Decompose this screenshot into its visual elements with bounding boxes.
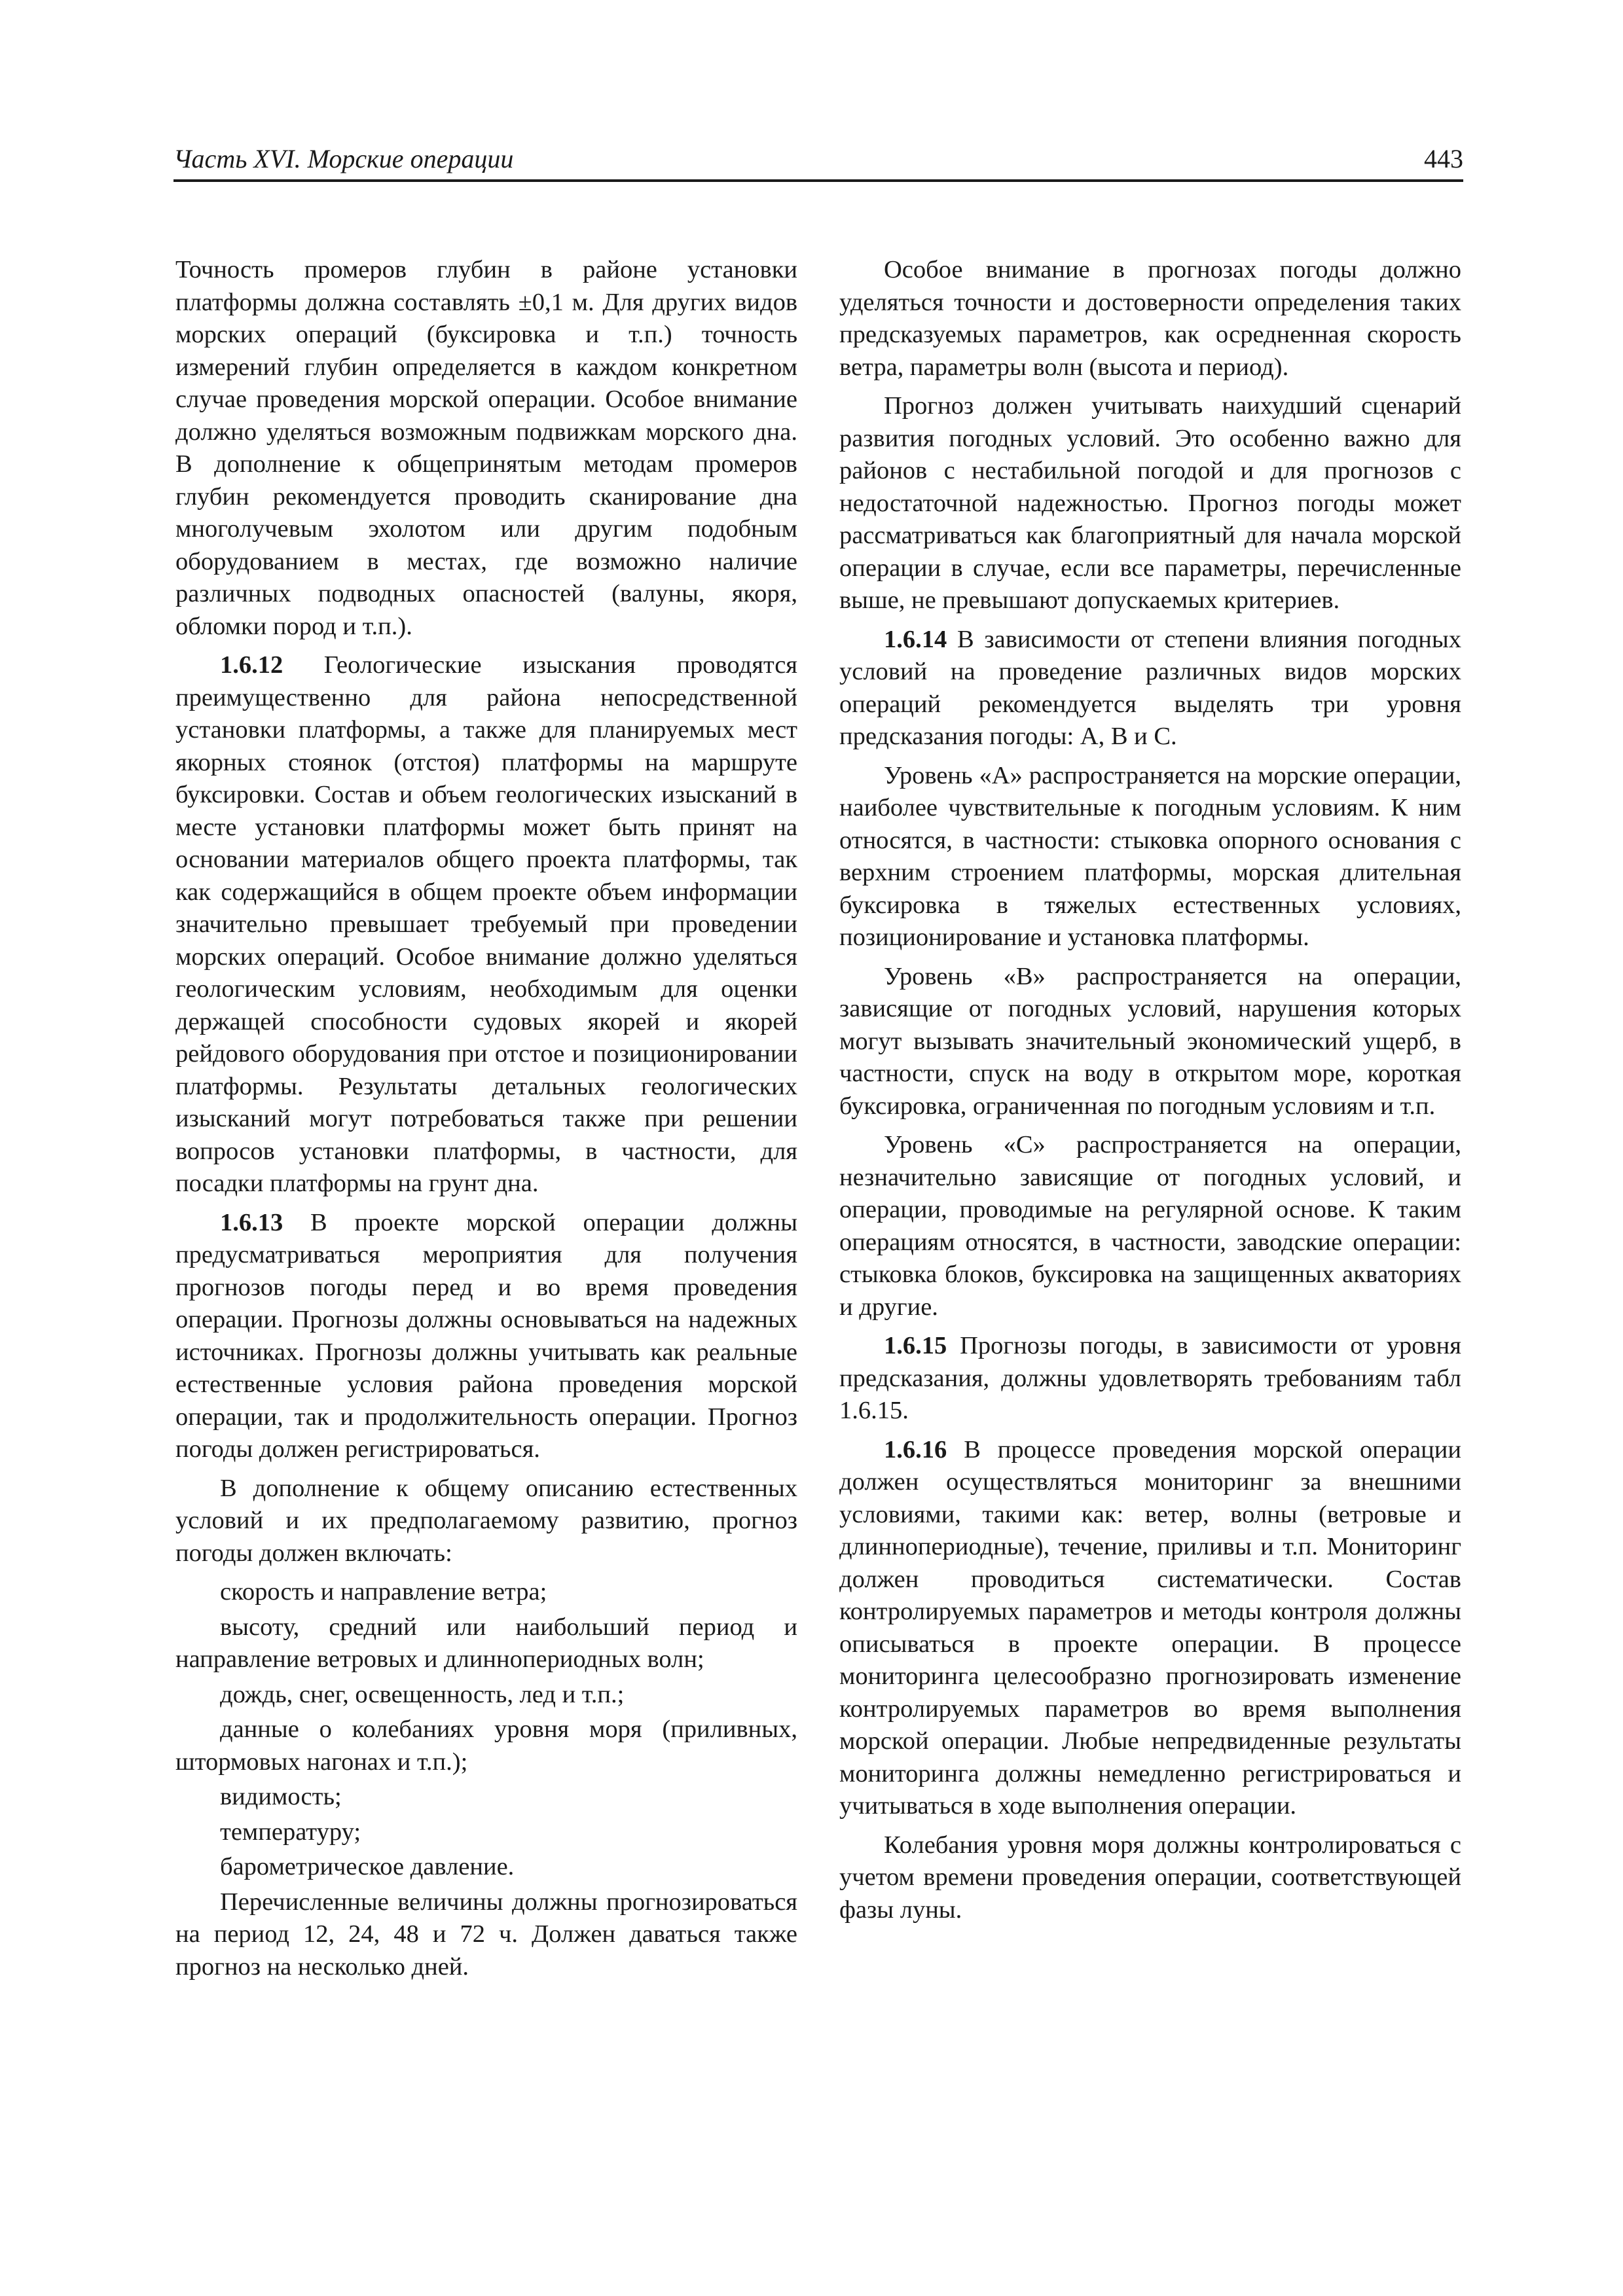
paragraph-text: В процессе проведения морской операции должен осуществляться мониторинг за внешними условиями, такими как: ветер, волны (ветровые и длиннопериодные), течение, приливы и т.п. Мониторинг должен проводиться систематически. Состав контролируемых параметров и методы контроля должны описываться в проекте операции. В процессе мониторинга целесообразно прогнозировать изменение контролируемых параметров во время выполнения морской операции. Любые непредвиденные результаты мониторинга должны немедленно регистрироваться и учитываться в ходе выполнения операции. — [839, 1435, 1461, 1820]
section-number: 1.6.16 — [884, 1435, 947, 1463]
section-1-6-15 — [839, 1330, 1461, 1427]
paragraph-text: Геологические изыскания проводятся преимущественно для района непосредственной установки платформы, а также для планируемых мест якорных стоянок (отстоя) платформы на маршруте буксировки. Состав и объем геологических изысканий в месте установки платформы может быть принят на основании материалов общего проекта платформы, так как содержащийся в общем проекте объем информации значительно превышает требуемый при проведении морских операций. Особое внимание должно уделяться геологическим условиям, необходимым для оценки держащей способности судовых якорей и якорей рейдового оборудования при отстое и позиционировании платформы. Результаты детальных геологических изысканий могут потребоваться также при решении вопросов установки платформы, в частности, для посадки платформы на грунт дна. — [175, 651, 797, 1197]
paragraph: Уровень «В» распространяется на операции, зависящие от погодных условий, нарушения которых могут вызывать значительный экономический ущерб, в частности, спуск на воду в открытом море, короткая буксировка, ограниченная по погодным условиям и т.п. — [839, 962, 1461, 1120]
list-item: температуру; — [220, 1818, 361, 1846]
list-item: дождь, снег, освещенность, лед и т.п.; — [220, 1680, 625, 1708]
paragraph-text: В проекте морской операции должны предусматриваться мероприятия для получения прогнозов погоды перед и во время проведения операции. Прогнозы должны основываться на надежных источниках. Прогнозы должны учитывать как реальные естественные условия района проведения морской операции, так и продолжительность операции. Прогноз погоды должен регистрироваться. — [175, 1208, 797, 1463]
list-item: скорость и направление ветра; — [220, 1578, 547, 1605]
section-number: 1.6.15 — [884, 1332, 947, 1359]
paragraph: Уровень «А» распространяется на морские операции, наиболее чувствительные к погодным условиям. К ним относятся, в частности: стыковка опорного основания с верхним строением платформы, морская длительная буксировка в тяжелых естественных условиях, позиционирование и установка платформы. — [839, 761, 1461, 951]
list-item: высоту, средний или наибольший период и направление ветровых и длиннопериодных волн; — [175, 1613, 797, 1673]
section-number: 1.6.12 — [220, 651, 283, 679]
paragraph: В дополнение к общему описанию естественных условий и их предполагаемому развитию, прогноз погоды должен включать: — [175, 1474, 797, 1567]
paragraph: Точность промеров глубин в районе установки платформы должна составлять ±0,1 м. Для других видов морских операций (буксировка и т.п.) точность измерений глубин определяется в каждом конкретном случае проведения морской операции. Особое внимание должно уделяться возможным подвижкам морского дна. В дополнение к общепринятым методам промеров глубин рекомендуется проводить сканирование дна многолучевым эхолотом или другим подобным оборудованием в местах, где возможно наличие различных подводных опасностей (валуны, якоря, обломки пород и т.п.). — [175, 256, 797, 640]
list-item: видимость; — [220, 1783, 342, 1810]
paragraph: Колебания уровня моря должны контролироваться с учетом времени проведения операции, соответствующей фазы луны. — [839, 1831, 1461, 1924]
section-number: 1.6.13 — [220, 1208, 283, 1236]
page-number: 443 — [1424, 144, 1463, 173]
paragraph: Прогноз должен учитывать наихудший сценарий развития погодных условий. Это особенно важно для районов с нестабильной погодой и для прогнозов с недостаточной надежностью. Прогноз погоды может рассматриваться как благоприятный для начала морской операции в случае, если все параметры, перечисленные выше, не превышают допускаемых критериев. — [839, 392, 1461, 614]
section-1-6-14 — [839, 624, 1461, 753]
section-1-6-16 — [839, 1434, 1461, 1823]
list-item: данные о колебаниях уровня моря (приливных, штормовых нагонах и т.п.); — [175, 1715, 797, 1776]
section-1-6-12 — [175, 649, 797, 1200]
section-1-6-13 — [175, 1207, 797, 1466]
left-column — [175, 254, 797, 1990]
paragraph: Особое внимание в прогнозах погоды должно уделяться точности и достоверности определения таких предсказуемых параметров, как осредненная скорость ветра, параметры волн (высота и период). — [839, 256, 1461, 381]
paragraph: Уровень «С» распространяется на операции, незначительно зависящие от погодных условий, и операции, проводимые на регулярной основе. К таким операциям относятся, в частности, заводские операции: стыковка блоков, буксировка на защищенных акваториях и другие. — [839, 1131, 1461, 1321]
right-column — [839, 254, 1461, 1933]
page-header — [173, 140, 1463, 182]
paragraph-text: Прогнозы погоды, в зависимости от уровня предсказания, должны удовлетворять требованиям табл 1.6.15. — [839, 1332, 1461, 1424]
paragraph: Перечисленные величины должны прогнозироваться на период 12, 24, 48 и 72 ч. Должен даваться также прогноз на несколько дней. — [175, 1888, 797, 1981]
paragraph-text: В зависимости от степени влияния погодных условий на проведение различных видов морских операций рекомендуется выделять три уровня предсказания погоды: А, В и С. — [839, 625, 1461, 750]
section-number: 1.6.14 — [884, 625, 947, 653]
list-item: барометрическое давление. — [220, 1853, 515, 1880]
running-title: Часть XVI. Морские операции — [173, 144, 514, 173]
